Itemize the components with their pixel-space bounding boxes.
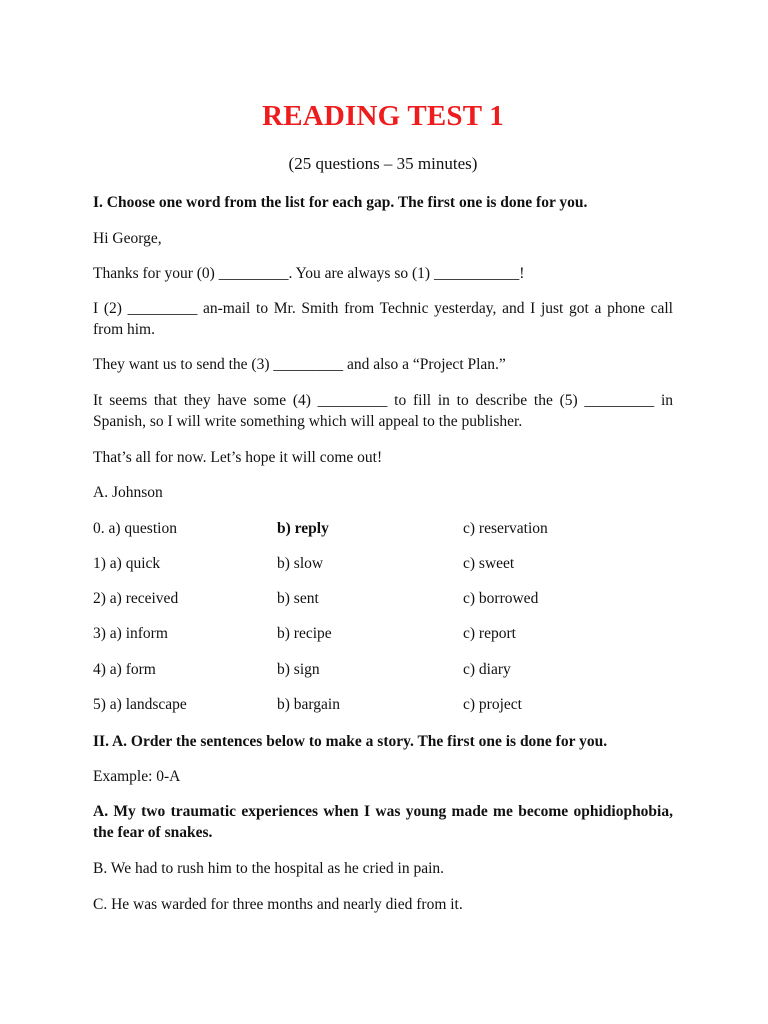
option-row [93, 588, 673, 609]
option-a: 2) a) received [93, 590, 179, 607]
letter-greeting: Hi George, [93, 230, 162, 247]
option-a: 4) a) form [93, 661, 156, 678]
option-a: 3) a) inform [93, 625, 168, 642]
letter-line-2: I (2) _________ an-mail to Mr. Smith from Technic yesterday, and I just got a phone call from him. [93, 300, 673, 338]
option-c: c) report [463, 625, 516, 642]
story-sentence-c: C. He was warded for three months and nearly died from it. [93, 896, 463, 913]
option-b: b) bargain [277, 696, 340, 713]
letter-line-3: They want us to send the (3) _________ and also a “Project Plan.” [93, 356, 506, 373]
letter-line-1: Thanks for your (0) _________. You are always so (1) ___________! [93, 265, 525, 282]
option-c: c) borrowed [463, 590, 539, 607]
letter-line-5: That’s all for now. Let’s hope it will come out! [93, 449, 383, 466]
option-row [93, 518, 673, 539]
section1-instruction: I. Choose one word from the list for each gap. The first one is done for you. [93, 194, 588, 211]
section2-instruction: II. A. Order the sentences below to make a story. The first one is done for you. [93, 733, 608, 750]
option-a: 5) a) landscape [93, 696, 187, 713]
option-b: b) slow [277, 555, 324, 572]
section2-example: Example: 0-A [93, 768, 181, 785]
option-a: 1) a) quick [93, 555, 161, 572]
option-c: c) reservation [463, 520, 548, 537]
letter-signature: A. Johnson [93, 484, 163, 501]
option-b: b) sent [277, 590, 319, 607]
option-b: b) recipe [277, 625, 332, 642]
letter-line-4: It seems that they have some (4) _________ to fill in to describe the (5) _________ in Spanish, so I will write something which will appeal to the publisher. [93, 392, 673, 430]
option-c: c) diary [463, 661, 511, 678]
page-subtitle: (25 questions – 35 minutes) [288, 154, 478, 173]
option-row [93, 623, 673, 644]
option-a: 0. a) question [93, 520, 177, 537]
option-row [93, 659, 673, 680]
story-sentence-a: A. My two traumatic experiences when I was young made me become ophidiophobia, the fear of snakes. [93, 803, 673, 841]
option-c: c) sweet [463, 555, 515, 572]
option-row [93, 694, 673, 715]
option-c: c) project [463, 696, 522, 713]
story-sentence-b: B. We had to rush him to the hospital as he cried in pain. [93, 860, 445, 877]
option-b-answer: b) reply [277, 520, 329, 537]
option-row [93, 553, 673, 574]
page-title: READING TEST 1 [262, 100, 504, 132]
option-b: b) sign [277, 661, 320, 678]
